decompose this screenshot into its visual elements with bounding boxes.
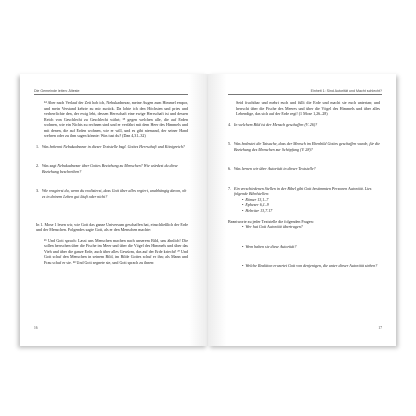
bible-reference: • Römer 13,1–7 xyxy=(242,197,380,203)
bible-reference: • Epheser 6,1–9 xyxy=(242,202,380,208)
page-number-left: 16 xyxy=(34,326,38,330)
question-2 xyxy=(36,163,188,174)
question-text: Was sagt Nebukadnezar über Gottes Beziehung zu Menschen? Wie würdest du diese Beziehung beschreiben? xyxy=(42,163,178,174)
question-number: 3. xyxy=(36,188,40,194)
sub-question-1: • Wer hat Gott Autorität übertragen? xyxy=(242,224,380,230)
open-book xyxy=(20,74,396,346)
left-page-content xyxy=(36,100,188,265)
sub-questions-list xyxy=(228,224,380,269)
question-number: 6. xyxy=(228,166,232,172)
question-number: 7. xyxy=(228,185,232,191)
question-text: Wie reagierst du, wenn du realisierst, dass Gott über alles regiert, unabhängig davon, ob es in deinem Leben gut läuft oder nicht? xyxy=(42,188,187,200)
right-page xyxy=(208,74,396,346)
running-head-right: Einheit 1: Sind Autorität und Macht schlecht? xyxy=(228,89,382,95)
question-text: Ein verschiedenen Stellen in der Bibel gibt Gott bestimmten Personen Autorität. Lies folgende Bibelstellen: xyxy=(234,185,372,197)
sub-question-3: • Welche Reaktion erwartet Gott von denjenigen, die unter dieser Autorität stehen? xyxy=(242,263,380,269)
left-page xyxy=(20,74,208,346)
question-1 xyxy=(36,144,188,150)
bible-references-list xyxy=(228,197,380,214)
page-number-right: 17 xyxy=(378,326,382,330)
question-text: Was lernen wir über Autorität in dieser Textstelle? xyxy=(234,166,316,172)
scripture-quote-continued: Seid fruchtbar und mehrt euch und füllt die Erde und macht sie euch untertan; und herrscht über die Fische des Meeres und über die Vögel des Himmels und über alles Lebendige, das sich auf der Erde regt! (1 Mose 1,26–28) xyxy=(236,100,380,117)
right-page-content xyxy=(228,100,380,269)
intro-paragraph: In 1. Mose 1 lesen wir, wie Gott das ganze Universum geschaffen hat, einschließlich der Erde und der Menschen. Folgendes sagte Gott, als er den Menschen machte: xyxy=(36,221,188,233)
scripture-quote-daniel: ³⁴ Aber nach Verlauf der Zeit hob ich, Nebukadnezar, meine Augen zum Himmel empor, und mein Verstand kehrte zu mir zurück. Da lobte ich den Höchsten und pries und verherrlichte den, der ewig lebt, dessen Herrschaft eine ewige Herrschaft ist und dessen Reich von Geschlecht zu Geschlecht währt; ³⁵ gegen welchen alle, die auf Erden wohnen, wie ein Nichts zu rechnen sind und er verfährt mit dem Heer des Himmels und mit denen, die auf Erden wohnen, wie er will, und es gibt niemand, der seiner Hand wehren oder zu ihm sagen könnte: Was tust du? (Dan 4,31–32) xyxy=(44,100,188,139)
question-text: Was bekennt Nebukadnezar in dieser Textstelle bzgl. Gottes Herrschaft und Königreich? xyxy=(42,143,185,149)
running-head-left: Die Gemeinde leiten: Älteste xyxy=(34,89,188,95)
question-text: In welchem Bild ist der Mensch geschaffen (V. 26)? xyxy=(234,121,318,127)
question-3 xyxy=(36,188,188,199)
question-number: 5. xyxy=(228,141,232,147)
scripture-quote-genesis: ²⁶ Und Gott sprach: Lasst uns Menschen machen nach unserem Bild, uns ähnlich! Die sollen herrschen über die Fische im Meer und über die Vögel des Himmels und über das Vieh und über die ganze Erde, auch über alles Gewürm, das auf der Erde kriecht! ²⁷ Und Gott schuf den Menschen in seinem Bild, im Bilde Gottes schuf er ihn; als Mann und Frau schuf er sie. ²⁸ Und Gott segnete sie, und Gott sprach zu ihnen: xyxy=(44,237,188,265)
bible-reference: • Hebräer 13,7.17 xyxy=(242,208,380,214)
question-7 xyxy=(228,186,380,197)
sub-question-2: • Wem haben sie diese Autorität? xyxy=(242,244,380,250)
question-number: 2. xyxy=(36,163,40,169)
question-5 xyxy=(228,141,380,152)
question-text: Was bedeutet die Tatsache, dass der Mensch im Ebenbild Gottes geschaffen wurde, für die Beziehung des Menschen zur Schöpfung (V. 28)? xyxy=(234,141,381,152)
question-number: 1. xyxy=(36,143,40,149)
question-number: 4. xyxy=(228,121,232,127)
answer-instruction: Beantworte zu jeder Textstelle die folgenden Fragen: xyxy=(228,218,314,224)
